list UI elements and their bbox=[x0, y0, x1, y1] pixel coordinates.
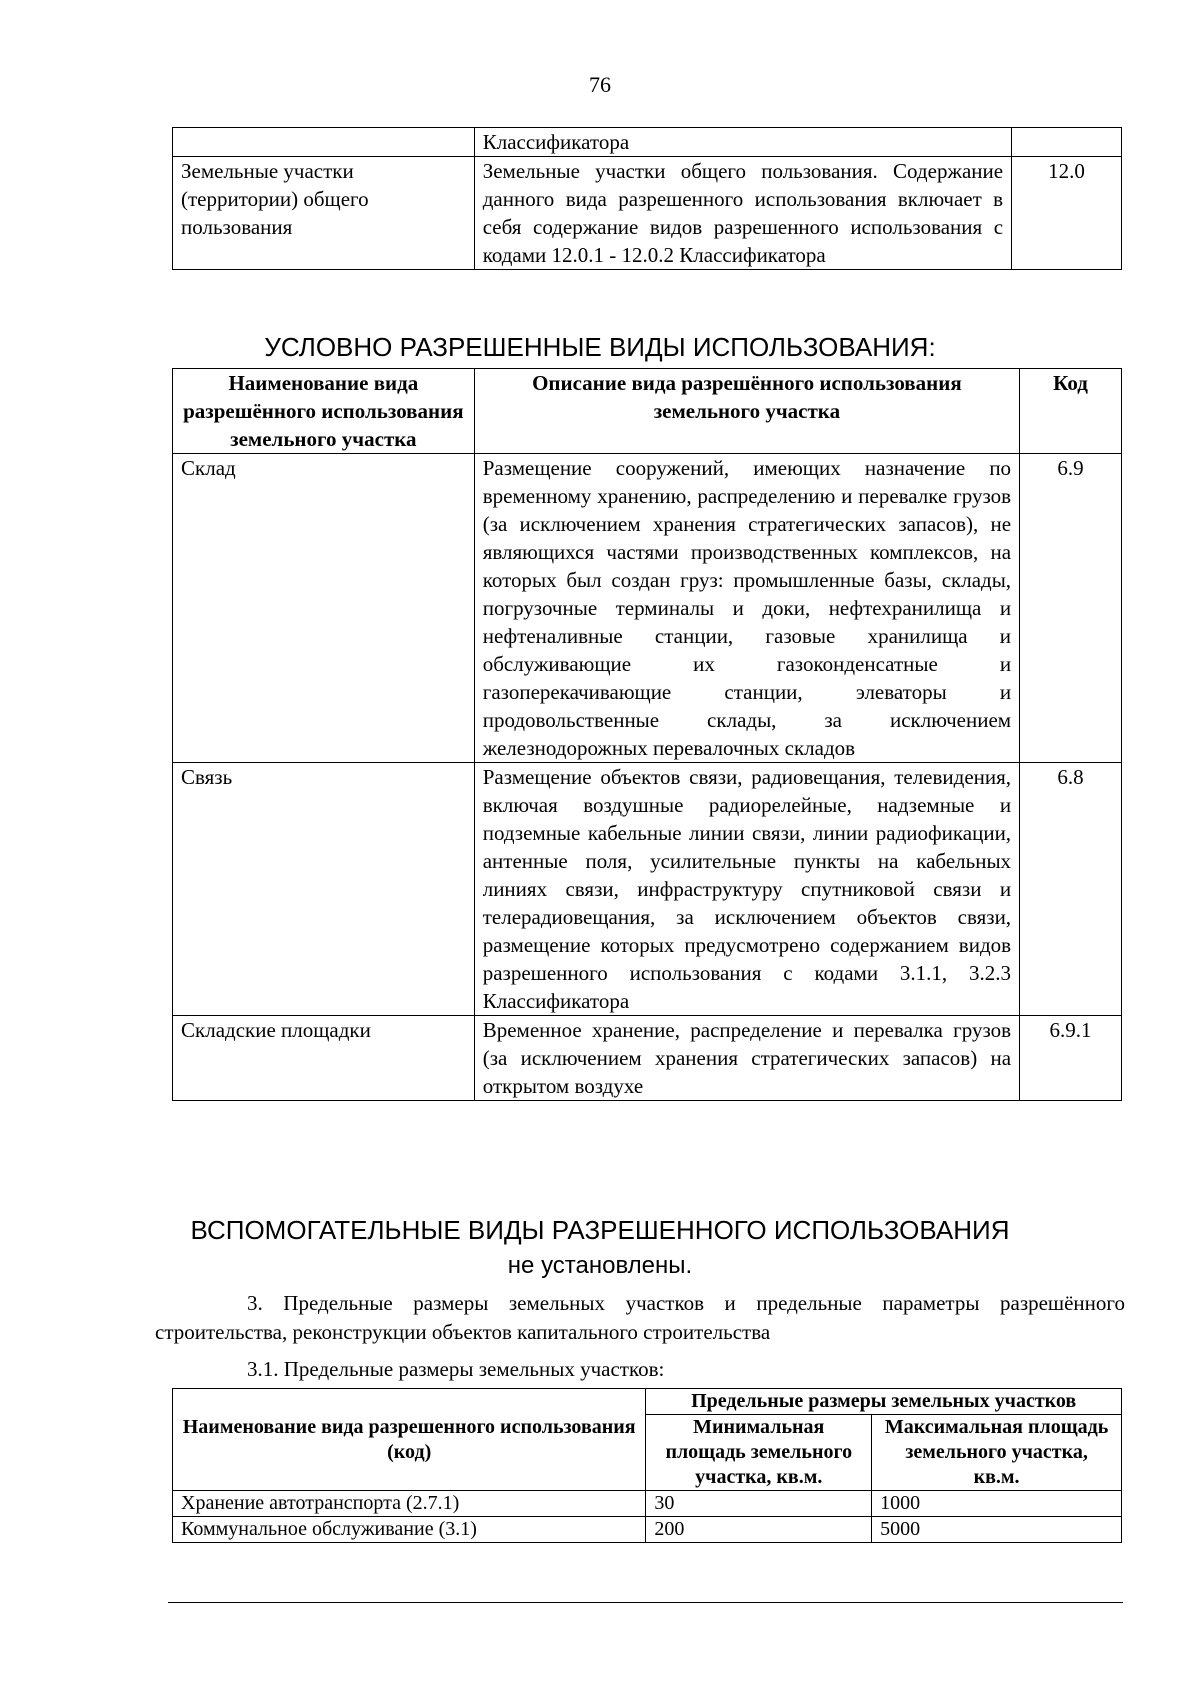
paragraph-3-1: 3.1. Предельные размеры земельных участков: bbox=[247, 1357, 665, 1381]
table-cell bbox=[1012, 128, 1122, 157]
table-cell-min: 30 bbox=[646, 1491, 872, 1517]
table-row bbox=[173, 454, 1122, 763]
table-cell-code: 12.0 bbox=[1012, 157, 1122, 270]
table-cell-max: 5000 bbox=[872, 1517, 1122, 1543]
table-cell-code: 6.9 bbox=[1020, 454, 1122, 763]
footer-divider bbox=[168, 1602, 1123, 1603]
table-header-row bbox=[173, 369, 1122, 454]
table-cell-name: Связь bbox=[173, 763, 475, 1016]
table-cell-name: Хранение автотранспорта (2.7.1) bbox=[173, 1491, 646, 1517]
table-cell-description: Классификатора bbox=[474, 128, 1011, 157]
table-cell-name: Коммунальное обслуживание (3.1) bbox=[173, 1517, 646, 1543]
auxiliary-uses-subheading: не установлены. bbox=[507, 1252, 693, 1279]
table-cell-code: 6.8 bbox=[1020, 763, 1122, 1016]
table-cell-name: Земельные участки (территории) общего пользования bbox=[173, 157, 475, 270]
table-cell-description: Земельные участки общего пользования. Содержание данного вида разрешенного использования включает в себя содержание видов разрешенного использования с кодами 12.0.1 - 12.0.2 Классификатора bbox=[474, 157, 1011, 270]
column-header-description: Описание вида разрешённого использования земельного участка bbox=[474, 369, 1019, 454]
table-header-row bbox=[173, 1389, 1122, 1415]
table-row bbox=[173, 157, 1122, 270]
auxiliary-uses-heading: ВСПОМОГАТЕЛЬНЫЕ ВИДЫ РАЗРЕШЕННОГО ИСПОЛЬЗОВАНИЯ bbox=[190, 1215, 1010, 1245]
table-row bbox=[173, 128, 1122, 157]
column-header-code: Код bbox=[1020, 369, 1122, 454]
paragraph-3-text: 3. Предельные размеры земельных участков и предельные параметры разрешённого строительства, реконструкции объектов капитального строительства bbox=[155, 1291, 1125, 1344]
column-header-name: Наименование вида разрешенного использования (код) bbox=[173, 1389, 646, 1491]
table-row bbox=[173, 1016, 1122, 1101]
permitted-uses-table-continuation bbox=[172, 127, 1122, 270]
table-cell-name: Склад bbox=[173, 454, 475, 763]
table-cell-description: Временное хранение, распределение и перевалка грузов (за исключением хранения стратегических запасов) на открытом воздухе bbox=[474, 1016, 1019, 1101]
table-cell-name: Складские площадки bbox=[173, 1016, 475, 1101]
column-header-name: Наименование вида разрешённого использования земельного участка bbox=[173, 369, 475, 454]
table-cell-max: 1000 bbox=[872, 1491, 1122, 1517]
table-cell-description: Размещение объектов связи, радиовещания, телевидения, включая воздушные радиорелейные, надземные и подземные кабельные линии связи, линии радиофикации, антенные поля, усилительные пункты на кабельных линиях связи, инфраструктуру спутниковой связи и телерадиовещания, за исключением объектов связи, размещение которых предусмотрено содержанием видов разрешенного использования с кодами 3.1.1, 3.2.3 Классификатора bbox=[474, 763, 1019, 1016]
conditional-uses-table bbox=[172, 368, 1122, 1101]
column-group-header: Предельные размеры земельных участков bbox=[646, 1389, 1122, 1415]
paragraph-3 bbox=[155, 1289, 1125, 1347]
page-number: 76 bbox=[589, 72, 611, 97]
table-cell-min: 200 bbox=[646, 1517, 872, 1543]
table-cell-description: Размещение сооружений, имеющих назначение по временному хранению, распределению и перевалке грузов (за исключением хранения стратегических запасов), не являющихся частями производственных комплексов, на которых был создан груз: промышленные базы, склады, погрузочные терминалы и доки, нефтехранилища и нефтеналивные станции, газовые хранилища и обслуживающие их газоконденсатные и газоперекачивающие станции, элеваторы и продовольственные склады, за исключением железнодорожных перевалочных складов bbox=[474, 454, 1019, 763]
column-header-max: Максимальная площадь земельного участка, кв.м. bbox=[872, 1415, 1122, 1491]
table-row bbox=[173, 1517, 1122, 1543]
column-header-min: Минимальная площадь земельного участка, кв.м. bbox=[646, 1415, 872, 1491]
plot-size-limits-table bbox=[172, 1388, 1122, 1543]
table-row bbox=[173, 1491, 1122, 1517]
table-row bbox=[173, 763, 1122, 1016]
conditional-uses-heading: УСЛОВНО РАЗРЕШЕННЫЕ ВИДЫ ИСПОЛЬЗОВАНИЯ: bbox=[264, 332, 936, 362]
table-cell-code: 6.9.1 bbox=[1020, 1016, 1122, 1101]
table-cell bbox=[173, 128, 475, 157]
